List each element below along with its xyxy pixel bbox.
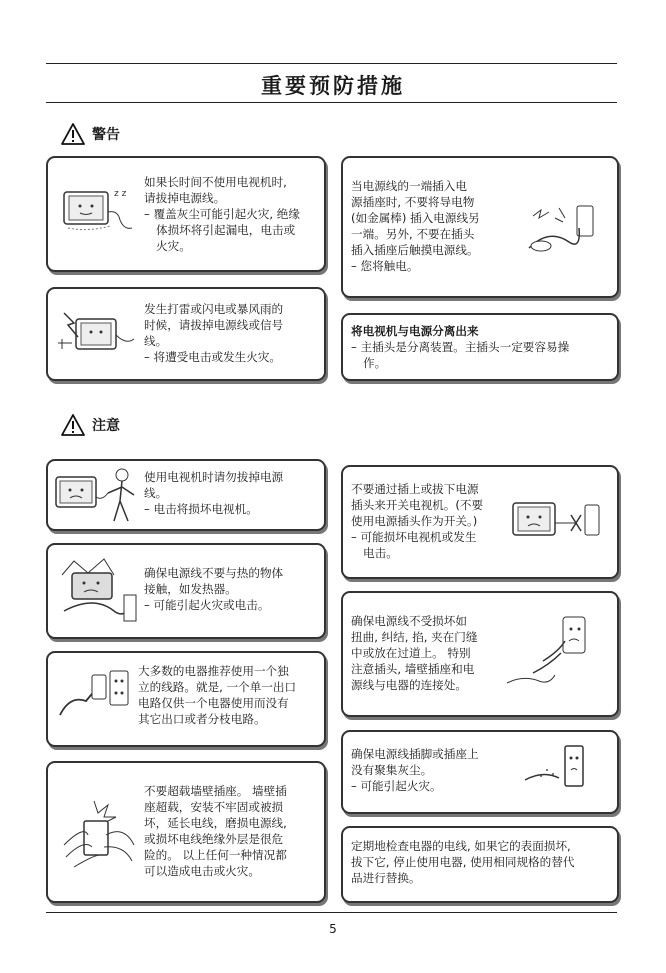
warning-triangle-icon	[60, 413, 86, 437]
caution-box-overload	[46, 761, 326, 903]
text-line: 接触，如发热器。	[144, 582, 237, 596]
bullet-line: – 您将触电。	[351, 259, 419, 273]
text-line: 使用电源插头作为开关。)	[351, 514, 478, 528]
tv-outlet-illustration	[509, 495, 605, 551]
text-line: 线。	[144, 334, 168, 348]
text-line: 确保电源线插脚或插座上	[351, 747, 479, 761]
text-line: 大多数的电器推荐使用一个独	[138, 664, 289, 678]
text-line: 品进行替换。	[351, 871, 421, 885]
text-line: 险的。 以上任何一种情况都	[144, 848, 287, 862]
plug-outlet-illustration	[52, 665, 134, 733]
hand-cord-illustration	[503, 611, 609, 697]
text-line: 扭曲, 纠结, 掐, 夹在门缝	[351, 630, 478, 644]
bullet-line: 作。	[363, 356, 387, 370]
text-line: 确保电源线不受损坏如	[351, 614, 467, 628]
text-line: 源线与电器的连接处。	[351, 678, 467, 692]
bullet-line: 火灾。	[156, 239, 191, 253]
text-line: 将电视机与电源分离出来	[351, 324, 479, 338]
caution-box-plug-as-switch	[341, 465, 619, 579]
text-line: 如果长时间不使用电视机时,	[144, 175, 287, 189]
text-line: 线。	[144, 486, 168, 500]
text-line: 座超载，安装不牢固或被损	[144, 800, 284, 814]
title-rule	[46, 102, 617, 103]
page-number: 5	[329, 922, 337, 936]
bullet-line: – 电击将损坏电视机。	[144, 502, 258, 516]
text-line: 时候，请拔掉电源线或信号	[144, 318, 284, 332]
text-line: 或损坏电线绝缘外层是很危	[144, 832, 284, 846]
caution-box-do-not-unplug	[46, 459, 326, 531]
bullet-line: – 将遭受电击或发生火灾。	[144, 350, 282, 364]
overloaded-outlet-illustration	[54, 795, 140, 875]
bullet-line: – 主插头是分离装置。主插头一定要容易操	[351, 340, 570, 354]
text-line: 可以造成电击或火灾。	[144, 864, 260, 878]
bullet-line: – 可能引起火灾或电击。	[144, 598, 270, 612]
caution-box-dust	[341, 730, 619, 814]
text-line: 源插座时, 不要将导电物	[351, 195, 475, 209]
text-line: 请拔掉电源线。	[144, 191, 226, 205]
tv-lightning-illustration	[56, 305, 138, 363]
tv-person-illustration	[52, 465, 140, 525]
caution-box-cord-damage	[341, 591, 619, 717]
text-line: 插头来开关电视机。(不要	[351, 498, 484, 512]
bullet-line: 体损坏将引起漏电，电击或	[156, 223, 296, 237]
text-line: 插入插座后触摸电源线。	[351, 243, 479, 257]
text-line: 一端。另外, 不要在插头	[351, 227, 475, 241]
text-line: 定期地检查电器的电线, 如果它的表面损坏,	[351, 839, 571, 853]
bullet-line: – 覆盖灰尘可能引起火灾, 绝缘	[144, 207, 300, 221]
tv-illustration	[58, 182, 136, 242]
text-line: 使用电视机时请勿拔掉电源	[144, 470, 284, 484]
warning-box-conductive-object	[341, 156, 619, 298]
text-line: (如金属棒) 插入电源线另	[351, 211, 480, 225]
text-line: 拔下它, 停止使用电器, 使用相同规格的替代	[351, 855, 575, 869]
warning-box-unplug-long-time	[46, 156, 326, 272]
caution-box-dedicated-circuit	[46, 651, 326, 747]
text-line: 当电源线的一端插入电	[351, 179, 467, 193]
text-line: 确保电源线不要与热的物体	[144, 566, 284, 580]
text-line: 不要超载墙壁插座。 墙壁插	[144, 784, 287, 798]
text-line: 发生打雷或闪电或暴风雨的	[144, 302, 284, 316]
text-line: 电路仅供一个电器使用而没有	[138, 696, 289, 710]
warning-heading-label: 警告	[92, 127, 120, 143]
text-line: 中或放在过道上。 特别	[351, 646, 471, 660]
heater-cord-illustration	[54, 555, 140, 627]
bullet-line: – 可能损坏电视机或发生	[351, 530, 477, 544]
warning-box-disconnect-device	[341, 313, 619, 381]
text-line: 坏，延长电线，磨损电源线,	[144, 816, 287, 830]
text-line: 其它出口或者分枝电路。	[138, 712, 266, 726]
caution-heading-label: 注意	[92, 418, 120, 434]
dusty-outlet-illustration	[519, 740, 599, 802]
page-title: 重要预防措施	[261, 74, 405, 98]
warning-box-lightning	[46, 287, 326, 381]
bullet-line: – 可能引起火灾。	[351, 779, 442, 793]
svg-text:z z: z z	[114, 189, 127, 199]
text-line: 没有聚集灰尘。	[351, 763, 433, 777]
text-line: 不要通过插上或拔下电源	[351, 482, 479, 496]
text-line: 立的线路。就是, 一个单一出口	[138, 680, 297, 694]
caution-box-heat-source	[46, 543, 326, 639]
caution-box-inspect-cords	[341, 826, 619, 903]
text-line: 注意插头, 墙壁插座和电	[351, 662, 475, 676]
plug-shock-illustration	[519, 198, 601, 260]
warning-heading	[60, 122, 120, 146]
bullet-line: 电击。	[363, 546, 398, 560]
caution-heading	[60, 413, 120, 437]
warning-triangle-icon	[60, 122, 86, 146]
bottom-rule	[46, 912, 617, 913]
top-rule	[46, 63, 617, 64]
